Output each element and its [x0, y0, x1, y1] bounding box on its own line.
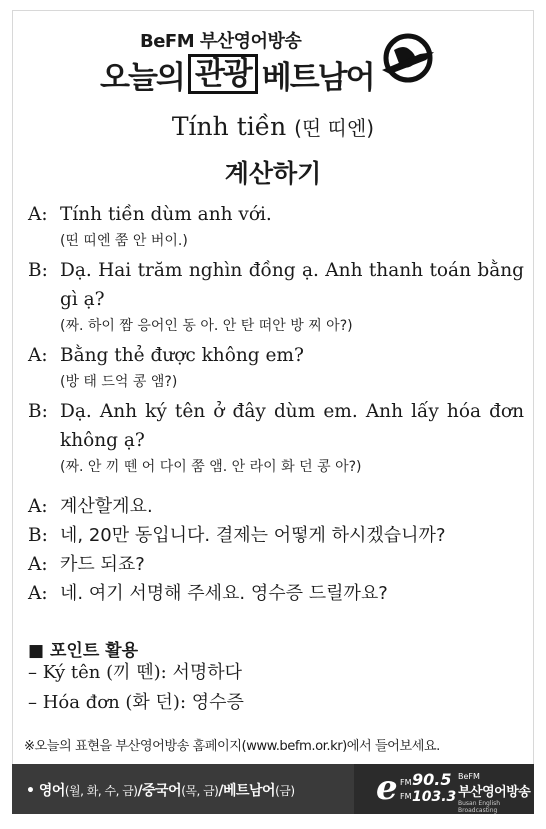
- schedule-vietnamese: /베트남어: [218, 783, 276, 799]
- dialogue-text: Bằng thẻ được không em?: [60, 345, 304, 366]
- fm-label-2: FM: [400, 792, 412, 801]
- pronunciation: (띤 띠엔 쭘 안 버이.): [60, 233, 188, 249]
- program-title-part1: 오늘의: [100, 59, 184, 96]
- speaker-label: B:: [28, 401, 48, 422]
- footer-bar: [12, 764, 534, 814]
- point-vi: Ký tên (끼 뗀):: [42, 662, 167, 683]
- speaker-label: A:: [28, 496, 48, 517]
- schedule-english-days: (월, 화, 수, 금): [64, 784, 138, 798]
- globe-plane-icon: [380, 30, 436, 86]
- point-dash: –: [28, 692, 37, 713]
- speaker-label: B:: [28, 260, 48, 281]
- fm-label-1: FM: [400, 778, 412, 787]
- point-vi: Hóa đơn (화 던):: [42, 692, 187, 713]
- korean-line: [28, 579, 524, 608]
- befm-logo: [354, 764, 534, 814]
- korean-line: [28, 521, 524, 550]
- brand-subtitle: Busan English Broadcasting: [458, 800, 501, 814]
- befm-e-logo-icon: e: [376, 768, 398, 808]
- dialogue-text: Tính tiền dùm anh với.: [60, 204, 272, 225]
- pronunciation: (짜. 안 끼 뗀 어 다이 쭘 앰. 안 라이 화 던 콩 아?): [60, 459, 362, 475]
- points-list: [28, 658, 524, 718]
- frequency-1: 90.5: [412, 770, 452, 789]
- schedule-english: • 영어: [26, 783, 65, 799]
- brand-korean: 부산영어방송: [458, 785, 531, 800]
- point-ko: 영수증: [191, 692, 244, 713]
- schedule-chinese-days: (목, 금): [181, 784, 219, 798]
- program-title-part2: 베트남어: [261, 59, 374, 96]
- korean-text: 네, 20만 동입니다. 결제는 어떻게 하시겠습니까?: [60, 525, 446, 546]
- speaker-label: B:: [28, 525, 48, 546]
- korean-line: [28, 550, 524, 579]
- point-item: [28, 688, 524, 718]
- korean-line: [28, 492, 524, 521]
- lesson-title-vi: Tính tiền: [171, 112, 287, 141]
- lesson-subtitle: 계산하기: [224, 159, 322, 188]
- program-title-box: 관광: [188, 54, 258, 94]
- program-title: [100, 54, 374, 94]
- pronunciation: (방 태 드억 콩 앰?): [60, 374, 178, 390]
- korean-text: 카드 되죠?: [60, 554, 145, 575]
- dialogue-line: [28, 256, 524, 314]
- dialogue-line: [28, 397, 524, 455]
- pronunciation: (짜. 하이 짬 응어인 동 아. 안 탄 떠안 방 찌 아?): [60, 318, 353, 334]
- points-heading: ■ 포인트 활용: [28, 641, 139, 661]
- korean-text: 네. 여기 서명해 주세요. 영수증 드릴까요?: [60, 583, 388, 604]
- dialogue-text: Dạ. Hai trăm nghìn đồng ạ. Anh thanh toán bằng gì ạ?: [60, 260, 524, 310]
- vietnamese-dialogue: [28, 200, 524, 479]
- frequency-2: 103.3: [412, 789, 457, 805]
- point-ko: 서명하다: [172, 662, 243, 683]
- lesson-title: [0, 112, 546, 141]
- speaker-label: A:: [28, 204, 48, 225]
- schedule-chinese: /중국어: [137, 783, 182, 799]
- dialogue-line: [28, 341, 524, 370]
- point-dash: –: [28, 662, 37, 683]
- korean-text: 계산할게요.: [60, 496, 153, 517]
- lesson-title-pron: (띤 띠엔): [294, 116, 375, 140]
- station-name: BeFM 부산영어방송: [140, 31, 302, 52]
- dialogue-text: Dạ. Anh ký tên ở đây dùm em. Anh lấy hóa đơn không ạ?: [60, 401, 524, 451]
- brand-english: BeFM: [458, 772, 480, 781]
- speaker-label: A:: [28, 583, 48, 604]
- point-item: [28, 658, 524, 688]
- schedule-vietnamese-days: (금): [275, 784, 295, 798]
- speaker-label: A:: [28, 345, 48, 366]
- broadcast-schedule: [26, 780, 295, 800]
- dialogue-line: [28, 200, 524, 229]
- speaker-label: A:: [28, 554, 48, 575]
- korean-dialogue: [28, 492, 524, 608]
- website-note: ※오늘의 표현을 부산영어방송 홈페이지(www.befm.or.kr)에서 들어보세요.: [24, 739, 440, 754]
